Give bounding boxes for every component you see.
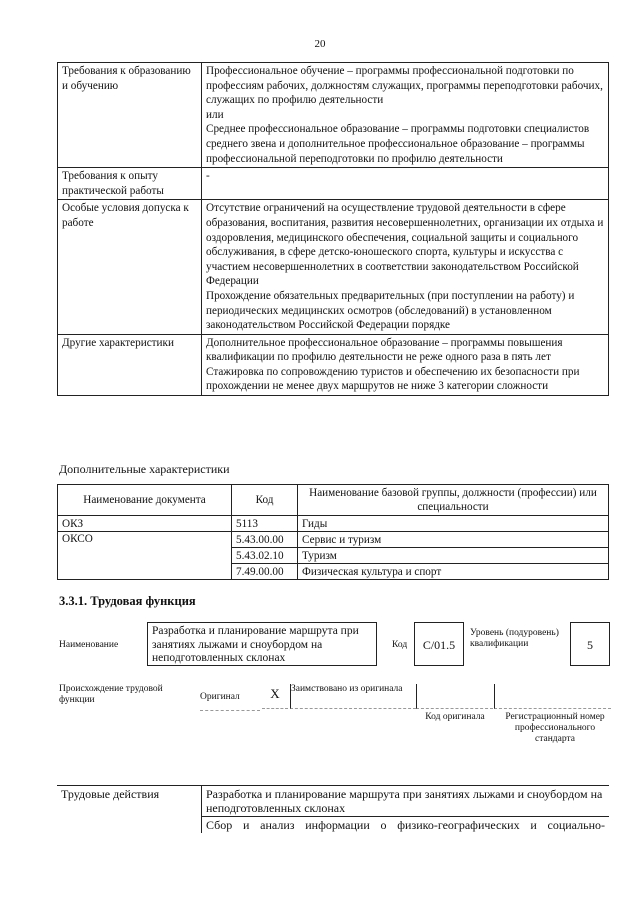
doc-cell: ОКЗ [58, 516, 232, 532]
text-line: Среднее профессиональное образование – программы подготовки специалистов среднего звена и дополнительное профессиональное образование – программы профессиональной переподготовки по профилю деятельности [206, 123, 590, 165]
name-label: Наименование [59, 640, 119, 650]
text-line: Разработка и планирование маршрута при занятиях лыжами и сноубордом на неподготовленных склонах [206, 787, 603, 815]
page-number: 20 [314, 38, 326, 50]
level-label: Уровень (подуровень) квалификации [470, 628, 559, 649]
section-title: 3.3.1. Трудовая функция [59, 594, 196, 608]
labor-actions-table [57, 785, 609, 833]
row-value [202, 200, 609, 334]
borrowed-label: Заимствовано из оригинала [290, 684, 416, 709]
code-label: Код [392, 640, 408, 650]
text-line: Сбор и анализ информации о физико-географических и социально- [206, 818, 605, 832]
table-row [58, 63, 609, 168]
text-line: Отсутствие ограничений на осуществление трудовой деятельности в сфере образования, воспитания, развития несовершеннолетних, организации их отдыха и оздоровления, медицинского обеспечения, социальной защиты и социального обслуживания, в сфере детско-юношеского спорта, культуры и искусства с участием несовершеннолетних в соответствии законодательством Российской Федерации [206, 202, 604, 288]
reg-number-box [494, 684, 611, 709]
empty-cell [57, 817, 202, 834]
row-value [202, 334, 609, 395]
code-cell: 5.43.02.10 [232, 548, 298, 564]
original-label: Оригинал [200, 690, 260, 711]
table-row [58, 168, 609, 200]
function-code-box: C/01.5 [414, 622, 464, 666]
table-row [58, 532, 609, 548]
table-row [57, 817, 609, 834]
name-cell: Сервис и туризм [298, 532, 609, 548]
text-line: Прохождение обязательных предварительных (при поступлении на работу) и периодических медицинских осмотров (обследований) в установленном законодательством Российской Федерации порядке [206, 289, 575, 332]
additional-title: Дополнительные характеристики [59, 462, 230, 476]
labor-action [202, 817, 610, 834]
doc-cell: ОКСО [58, 532, 232, 580]
row-label: Требования к опыту практической работы [58, 168, 202, 200]
code-cell: 5113 [232, 516, 298, 532]
origin-label: Происхождение трудовой функции [59, 684, 163, 705]
original-mark: X [262, 686, 288, 709]
header-cell: Наименование документа [58, 485, 232, 516]
name-cell: Гиды [298, 516, 609, 532]
row-value [202, 63, 609, 168]
text-line: Дополнительное профессиональное образование – программы повышения квалификации по профилю деятельности не реже одного раза в пять лет [206, 336, 563, 364]
table-row [58, 200, 609, 334]
table-row [58, 516, 609, 532]
row-value: - [202, 168, 609, 200]
row-label: Другие характеристики [58, 334, 202, 395]
code-cell: 7.49.00.00 [232, 564, 298, 580]
text-line: Профессиональное обучение – программы профессиональной подготовки по профессиям рабочих, должностям служащих, программы переподготовки рабочих, служащих по профилю деятельности [206, 65, 603, 107]
code-original-label: Код оригинала [425, 712, 485, 722]
row-label: Особые условия допуска к работе [58, 200, 202, 334]
function-name-box: Разработка и планирование маршрута при занятиях лыжами и сноубордом на неподготовленных склонах [147, 622, 377, 666]
level-box: 5 [570, 622, 610, 666]
labor-label: Трудовые действия [57, 786, 202, 817]
name-cell: Туризм [298, 548, 609, 564]
table-header-row [58, 485, 609, 516]
requirements-table [57, 62, 609, 396]
text-line: или [206, 108, 224, 121]
codes-table [57, 484, 609, 580]
header-cell: Наименование базовой группы, должности (профессии) или специальности [298, 485, 609, 516]
header-cell: Код [232, 485, 298, 516]
name-cell: Физическая культура и спорт [298, 564, 609, 580]
text-line: Стажировка по сопровождению туристов и обеспечению их безопасности при прохождении не менее двух маршрутов не ниже 3 категории сложности [206, 365, 580, 393]
code-original-box [416, 684, 493, 709]
table-row [58, 334, 609, 395]
table-row [57, 786, 609, 817]
labor-action [202, 786, 610, 817]
code-cell: 5.43.00.00 [232, 532, 298, 548]
reg-number-label: Регистрационный номер профессионального стандарта [505, 712, 605, 744]
row-label: Требования к образованию и обучению [58, 63, 202, 168]
